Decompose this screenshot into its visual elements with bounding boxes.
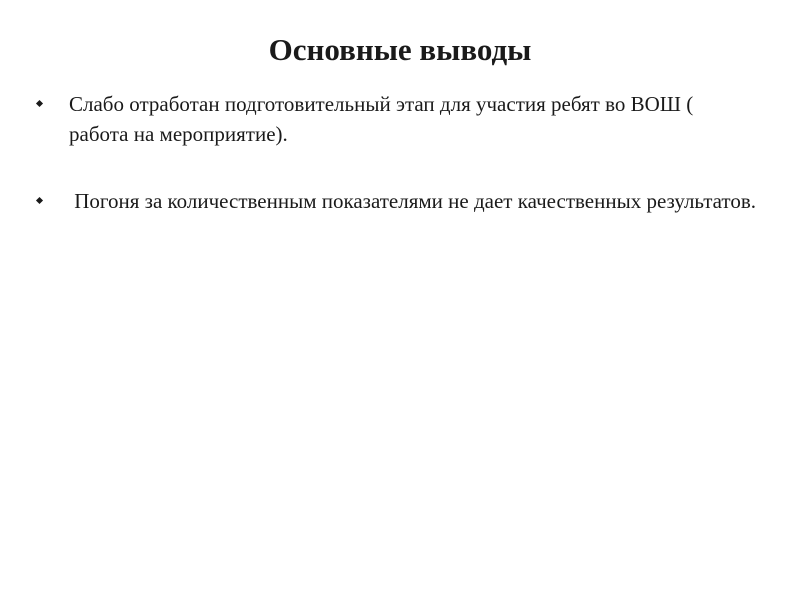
bullet-item-1 [36, 89, 756, 149]
bullet-item-2 [36, 186, 756, 216]
diamond-bullet-icon [36, 197, 43, 204]
slide-title: Основные выводы [268, 32, 532, 67]
bullet-text-2: Погоня за количественным показателями не дает качественных результатов. [69, 189, 756, 213]
bullet-list [36, 89, 756, 216]
bullet-text-1: Слабо отработан подготовительный этап для участия ребят во ВОШ ( работа на мероприятие). [69, 92, 699, 146]
diamond-bullet-icon [36, 100, 43, 107]
